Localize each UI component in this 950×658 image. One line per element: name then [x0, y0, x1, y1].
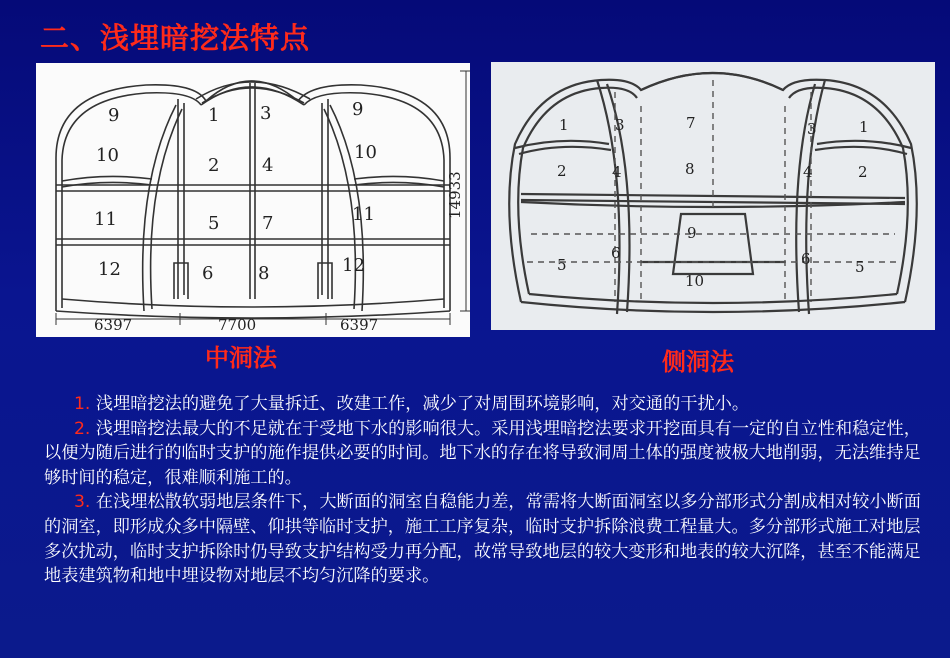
dimension-label: 7700 — [218, 316, 257, 334]
left-section-label: 11 — [352, 204, 375, 225]
left-section-label: 11 — [94, 209, 117, 230]
left-section-label: 9 — [108, 105, 120, 126]
side-drift-drawing — [491, 62, 935, 330]
center-drift-diagram — [36, 63, 470, 337]
left-section-label: 9 — [352, 99, 364, 120]
right-section-label: 4 — [612, 163, 622, 181]
right-section-label: 1 — [559, 116, 569, 134]
slide-title: 二、浅埋暗挖法特点 — [40, 21, 311, 55]
right-section-label: 6 — [801, 250, 811, 268]
right-section-label: 3 — [807, 120, 817, 138]
dimension-label: 6397 — [94, 316, 133, 334]
left-section-label: 12 — [342, 255, 365, 276]
right-section-label: 4 — [803, 163, 813, 181]
right-section-label: 5 — [557, 256, 567, 274]
paragraph-text: 在浅埋松散软弱地层条件下，大断面的洞室自稳能力差，常需将大断面洞室以多分部形式分割成相对较小断面的洞室，即形成众多中隔壁、仰拱等临时支护，施工工序复杂，临时支护拆除浪费工程量大。多分部形式施工对地层多次扰动，临时支护拆除时仍导致支护结构受力再分配，故常导致地层的较大变形和地表的较大沉降，甚至不能满足地表建筑物和地中埋设物对地层不均匀沉降的要求。 — [44, 492, 921, 587]
paragraph-3 — [44, 490, 924, 588]
left-section-label: 10 — [96, 145, 119, 166]
left-section-label: 6 — [202, 263, 214, 284]
left-section-label: 1 — [208, 105, 220, 126]
right-section-label: 3 — [615, 116, 625, 134]
left-section-label: 12 — [98, 259, 121, 280]
paragraph-number: 2. — [74, 418, 91, 439]
side-drift-caption: 侧洞法 — [662, 348, 734, 376]
center-drift-caption: 中洞法 — [205, 344, 277, 372]
left-section-label: 7 — [262, 213, 274, 234]
center-drift-drawing — [36, 63, 470, 337]
right-section-label: 10 — [685, 272, 705, 290]
right-section-label: 9 — [687, 224, 697, 242]
paragraph-text: 浅埋暗挖法最大的不足就在于受地下水的影响很大。采用浅埋暗挖法要求开挖面具有一定的自立性和稳定性，以便为随后进行的临时支护的施作提供必要的时间。地下水的存在将导致洞周土体的强度被极大地削弱，无法维持足够时间的稳定，很难顺利施工的。 — [44, 418, 921, 488]
paragraph-number: 3. — [74, 492, 91, 513]
paragraph-text: 浅埋暗挖法的避免了大量拆迁、改建工作，减少了对周围环境影响，对交通的干扰小。 — [95, 394, 750, 414]
right-section-label: 8 — [685, 160, 695, 178]
right-section-label: 2 — [858, 163, 868, 181]
right-section-label: 6 — [611, 244, 621, 262]
right-section-label: 5 — [855, 258, 865, 276]
right-section-label: 2 — [557, 162, 567, 180]
side-drift-diagram — [491, 62, 935, 330]
body-text — [44, 392, 924, 589]
left-section-label: 5 — [208, 213, 220, 234]
paragraph-1 — [44, 392, 924, 417]
left-section-label: 4 — [262, 155, 274, 176]
dimension-label: 6397 — [340, 316, 379, 334]
left-section-label: 10 — [354, 142, 377, 163]
left-section-label: 2 — [208, 155, 220, 176]
left-section-label: 8 — [258, 263, 270, 284]
right-section-label: 7 — [686, 114, 696, 132]
paragraph-2 — [44, 417, 924, 491]
dimension-label: 14933 — [446, 171, 464, 219]
paragraph-number: 1. — [74, 394, 91, 414]
right-section-label: 1 — [859, 118, 869, 136]
left-section-label: 3 — [260, 103, 272, 124]
